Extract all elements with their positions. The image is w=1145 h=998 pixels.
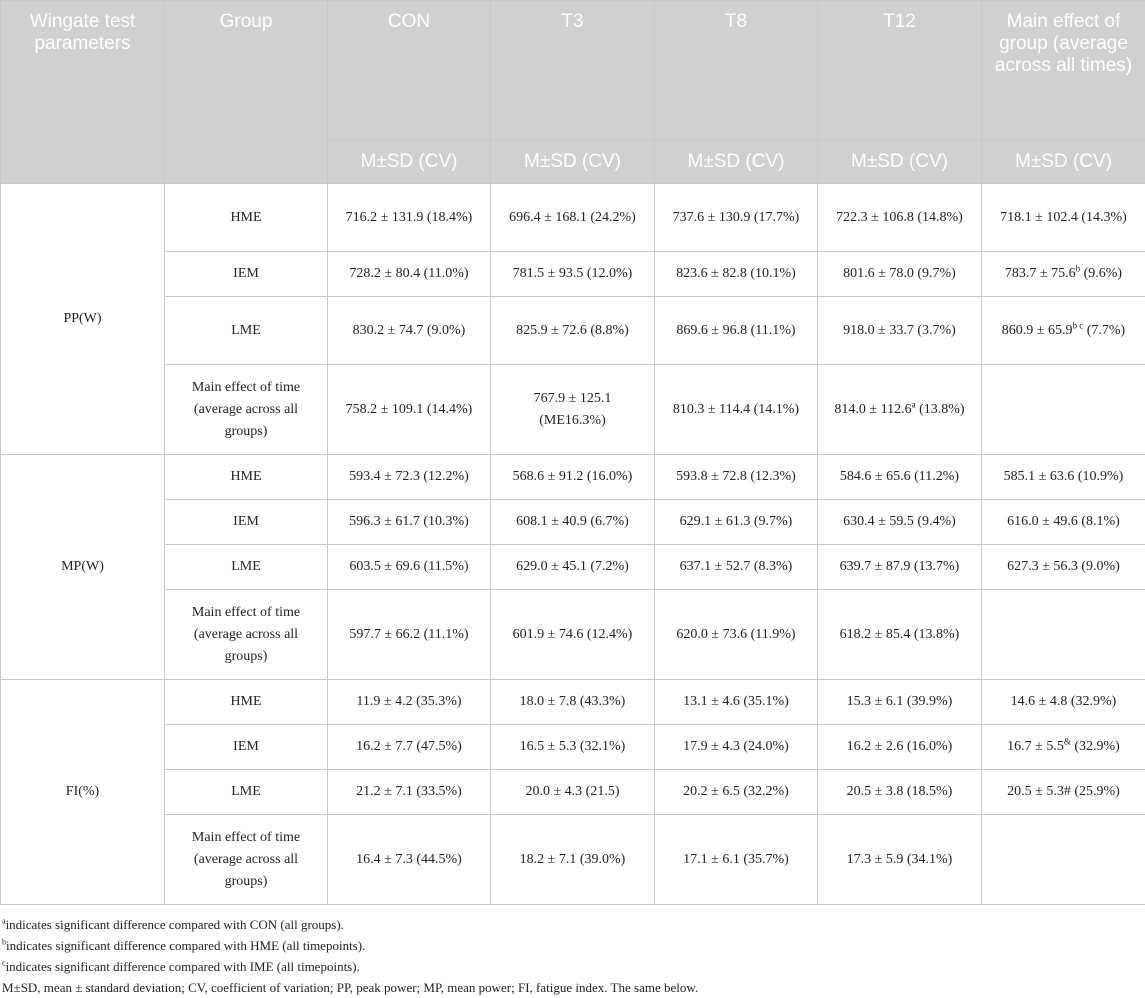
cell-value: 869.6 ± 96.8 (11.1%) — [655, 297, 818, 365]
cell-value: 14.6 ± 4.8 (32.9%) — [982, 680, 1145, 725]
cell-value: 608.1 ± 40.9 (6.7%) — [491, 500, 655, 545]
value-text: 16.7 ± 5.5 — [1007, 739, 1064, 754]
table-row — [1, 500, 1145, 545]
value-text: 814.0 ± 112.6 — [834, 402, 911, 417]
cell-value: 758.2 ± 109.1 (14.4%) — [328, 365, 491, 455]
cell-value — [982, 590, 1145, 680]
cell-value: 823.6 ± 82.8 (10.1%) — [655, 252, 818, 297]
header-t3: T3 — [491, 1, 655, 140]
group-label: HME — [165, 184, 328, 252]
subheader-t8: M±SD (CV) — [655, 140, 818, 184]
cell-value: 629.0 ± 45.1 (7.2%) — [491, 545, 655, 590]
cell-value: 627.3 ± 56.3 (9.0%) — [982, 545, 1145, 590]
cell-value: 17.9 ± 4.3 (24.0%) — [655, 725, 818, 770]
group-label: HME — [165, 680, 328, 725]
cell-value — [982, 365, 1145, 455]
subheader-main: M±SD (CV) — [982, 140, 1145, 184]
group-label: LME — [165, 297, 328, 365]
cell-value — [982, 815, 1145, 905]
cell-value: 568.6 ± 91.2 (16.0%) — [491, 455, 655, 500]
cell-value: 17.3 ± 5.9 (34.1%) — [818, 815, 982, 905]
cell-value: 618.2 ± 85.4 (13.8%) — [818, 590, 982, 680]
table-row — [1, 297, 1145, 365]
subheader-t12: M±SD (CV) — [818, 140, 982, 184]
cell-value: 781.5 ± 93.5 (12.0%) — [491, 252, 655, 297]
footnote-text: indicates significant difference compared with IME (all timepoints). — [6, 959, 360, 974]
cell-value: 718.1 ± 102.4 (14.3%) — [982, 184, 1145, 252]
cell-value — [982, 252, 1145, 297]
group-label: Main effect of time (average across all groups) — [165, 815, 328, 905]
cell-value: 722.3 ± 106.8 (14.8%) — [818, 184, 982, 252]
cell-value: 16.2 ± 7.7 (47.5%) — [328, 725, 491, 770]
header-con: CON — [328, 1, 491, 140]
group-label: IEM — [165, 500, 328, 545]
group-label: IEM — [165, 252, 328, 297]
cell-value: 18.2 ± 7.1 (39.0%) — [491, 815, 655, 905]
footnote-a — [2, 914, 1142, 935]
cell-value: 716.2 ± 131.9 (18.4%) — [328, 184, 491, 252]
cell-value: 620.0 ± 73.6 (11.9%) — [655, 590, 818, 680]
cell-value: 593.8 ± 72.8 (12.3%) — [655, 455, 818, 500]
footnote-mark: b — [2, 938, 6, 947]
cell-value: 20.0 ± 4.3 (21.5) — [491, 770, 655, 815]
cell-value: 11.9 ± 4.2 (35.3%) — [328, 680, 491, 725]
footnote-b — [2, 935, 1142, 956]
cell-value: 17.1 ± 6.1 (35.7%) — [655, 815, 818, 905]
cell-value: 18.0 ± 7.8 (43.3%) — [491, 680, 655, 725]
value-text: (13.8%) — [916, 402, 965, 417]
cell-value: 637.1 ± 52.7 (8.3%) — [655, 545, 818, 590]
value-text: (7.7%) — [1083, 323, 1125, 338]
cell-value: 825.9 ± 72.6 (8.8%) — [491, 297, 655, 365]
cell-value: 630.4 ± 59.5 (9.4%) — [818, 500, 982, 545]
cell-value: 593.4 ± 72.3 (12.2%) — [328, 455, 491, 500]
table-row — [1, 590, 1145, 680]
subheader-con: M±SD (CV) — [328, 140, 491, 184]
cell-value: 15.3 ± 6.1 (39.9%) — [818, 680, 982, 725]
group-label: IEM — [165, 725, 328, 770]
table-row — [1, 680, 1145, 725]
cell-value: 629.1 ± 61.3 (9.7%) — [655, 500, 818, 545]
cell-value: 16.5 ± 5.3 (32.1%) — [491, 725, 655, 770]
subheader-t3: M±SD (CV) — [491, 140, 655, 184]
cell-value — [818, 365, 982, 455]
footnote-text: indicates significant difference compared with HME (all timepoints). — [6, 938, 365, 953]
cell-value: 20.2 ± 6.5 (32.2%) — [655, 770, 818, 815]
group-label: LME — [165, 545, 328, 590]
cell-value: 585.1 ± 63.6 (10.9%) — [982, 455, 1145, 500]
table-row — [1, 252, 1145, 297]
value-text: (32.9%) — [1071, 739, 1120, 754]
footnote-mark: a — [2, 917, 6, 926]
cell-value: 16.2 ± 2.6 (16.0%) — [818, 725, 982, 770]
cell-value: 20.5 ± 3.8 (18.5%) — [818, 770, 982, 815]
cell-value: 596.3 ± 61.7 (10.3%) — [328, 500, 491, 545]
cell-value: 584.6 ± 65.6 (11.2%) — [818, 455, 982, 500]
table-row — [1, 725, 1145, 770]
cell-value: 639.7 ± 87.9 (13.7%) — [818, 545, 982, 590]
cell-value: 13.1 ± 4.6 (35.1%) — [655, 680, 818, 725]
group-label: Main effect of time (average across all groups) — [165, 365, 328, 455]
table-row — [1, 770, 1145, 815]
superscript-mark: b — [1076, 263, 1081, 273]
cell-value: 696.4 ± 168.1 (24.2%) — [491, 184, 655, 252]
footnote-text: indicates significant difference compared with CON (all groups). — [6, 917, 344, 932]
table-row — [1, 455, 1145, 500]
header-t12: T12 — [818, 1, 982, 140]
footnote-mark: c — [2, 959, 6, 968]
footnote-c — [2, 956, 1142, 977]
cell-value: 801.6 ± 78.0 (9.7%) — [818, 252, 982, 297]
cell-value: 918.0 ± 33.7 (3.7%) — [818, 297, 982, 365]
table-row — [1, 545, 1145, 590]
cell-value: 601.9 ± 74.6 (12.4%) — [491, 590, 655, 680]
header-parameters: Wingate test parameters — [1, 1, 165, 184]
param-label-pp: PP(W) — [1, 184, 165, 455]
param-label-fi: FI(%) — [1, 680, 165, 905]
cell-value: 728.2 ± 80.4 (11.0%) — [328, 252, 491, 297]
table-row — [1, 815, 1145, 905]
value-text: 783.7 ± 75.6 — [1005, 266, 1076, 281]
superscript-mark: b c — [1072, 320, 1083, 330]
param-label-mp: MP(W) — [1, 455, 165, 680]
value-text: (9.6%) — [1080, 266, 1122, 281]
header-t8: T8 — [655, 1, 818, 140]
superscript-mark: a — [912, 399, 916, 409]
cell-value — [982, 297, 1145, 365]
value-text: 860.9 ± 65.9 — [1002, 323, 1073, 338]
group-label: LME — [165, 770, 328, 815]
cell-value: 767.9 ± 125.1 (ME16.3%) — [491, 365, 655, 455]
cell-value: 737.6 ± 130.9 (17.7%) — [655, 184, 818, 252]
header-main-effect-group: Main effect of group (average across all times) — [982, 1, 1145, 140]
footnote-abbreviations: M±SD, mean ± standard deviation; CV, coefficient of variation; PP, peak power; MP, mean power; FI, fatigue index. The same below. — [2, 977, 1142, 998]
cell-value: 616.0 ± 49.6 (8.1%) — [982, 500, 1145, 545]
header-group: Group — [165, 1, 328, 184]
cell-value: 20.5 ± 5.3# (25.9%) — [982, 770, 1145, 815]
cell-value: 16.4 ± 7.3 (44.5%) — [328, 815, 491, 905]
group-label: Main effect of time (average across all groups) — [165, 590, 328, 680]
table-row — [1, 184, 1145, 252]
table-row — [1, 365, 1145, 455]
group-label: HME — [165, 455, 328, 500]
cell-value: 603.5 ± 69.6 (11.5%) — [328, 545, 491, 590]
footnotes — [2, 914, 1142, 998]
cell-value: 810.3 ± 114.4 (14.1%) — [655, 365, 818, 455]
cell-value: 597.7 ± 66.2 (11.1%) — [328, 590, 491, 680]
superscript-mark: & — [1064, 736, 1071, 746]
cell-value — [982, 725, 1145, 770]
cell-value: 21.2 ± 7.1 (33.5%) — [328, 770, 491, 815]
cell-value: 830.2 ± 74.7 (9.0%) — [328, 297, 491, 365]
